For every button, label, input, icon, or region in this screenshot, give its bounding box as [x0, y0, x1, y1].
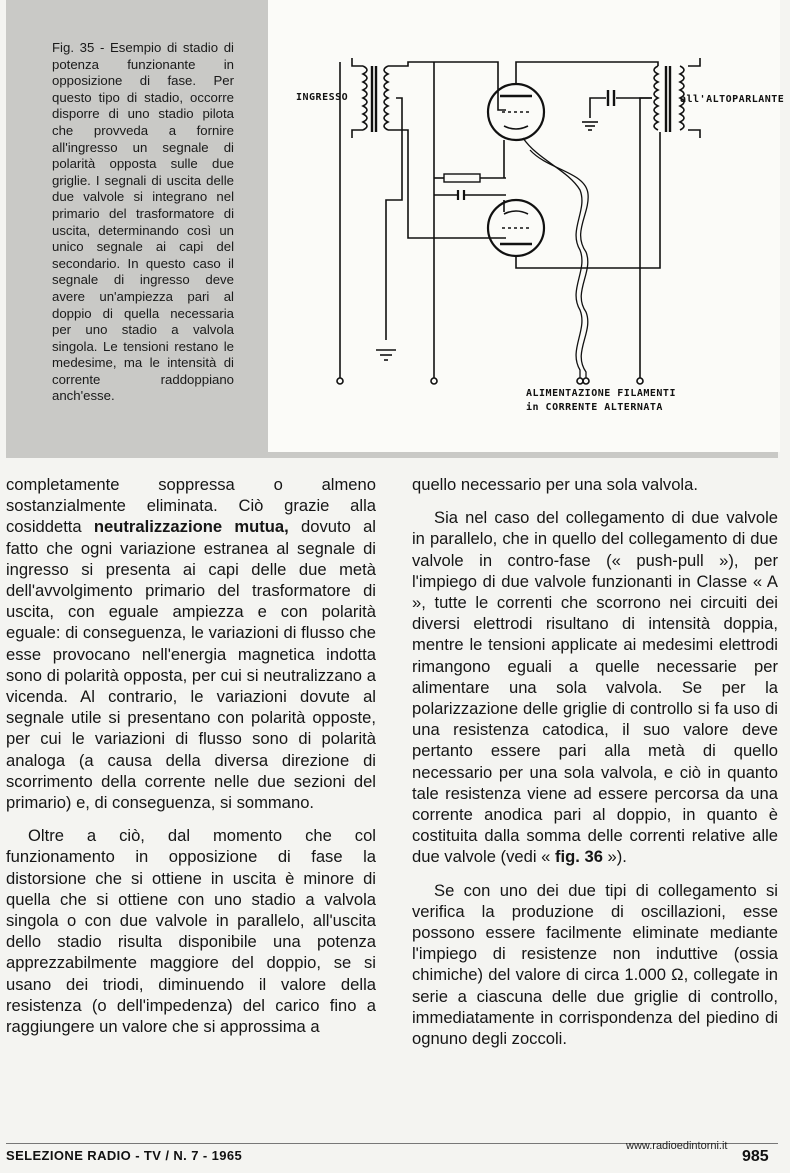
watermark-url: www.radioedintorni.it	[626, 1140, 728, 1152]
journal-footer: SELEZIONE RADIO - TV / N. 7 - 1965	[6, 1148, 243, 1163]
push-pull-schematic	[268, 0, 785, 452]
page-number: 985	[742, 1148, 769, 1165]
speaker-label: all'ALTOPARLANTE	[680, 94, 785, 105]
figure-reference: fig. 36	[554, 847, 603, 867]
output-primary-coil	[654, 66, 658, 130]
schematic-drawing	[268, 0, 780, 452]
bold-term: neutralizzazione mutua,	[93, 517, 289, 537]
left-column	[6, 474, 376, 1049]
figure-caption: Fig. 35 - Esempio di stadio di potenza funzionante in opposizione di fase. Per questo tipo di stadio, occorre disporre di uno stadio pilota che provveda a fornire all'ingresso un segnale di polarità opposta sulle due griglie. I segnali di uscita delle due valvole si integrano nel primario del trasformatore di uscita, determinando così un unico segnale ai capi del secondario. In questo caso il segnale di ingresso deve avere un'ampiezza pari al doppio di quella necessaria per uno stadio a valvola singola. Le tensioni restano le medesime, ma le intensità di corrente raddoppiano anch'esse.	[52, 40, 234, 404]
filament-label-line1: ALIMENTAZIONE FILAMENTI	[526, 388, 676, 399]
paragraph: Sia nel caso del collegamento di due valvole in parallelo, che in quello del collegamento di due valvole in contro-fase (« push-pull »), per l'impiego di due valvole funzionanti in Classe « A », tutte le correnti che scorrono nei circuiti dei diversi elettrodi risultano di intensità doppia, mentre le tensioni applicate ai medesimi elettrodi rimangono eguali a quelle necessarie per alimentare una sola valvola. Se per la polarizzazione delle griglie di controllo si fa uso di una resistenza catodica, il suo valore deve pertanto essere pari alla metà di quello necessario per una sola valvola, e ciò in quanto tale resistenza viene ad essere percorsa da una corrente anodica pari al doppio, in quanto è costituita dalla somma delle correnti relative alle due valvole (vedi « fig. 36 »).	[412, 508, 778, 867]
paragraph: quello necessario per una sola valvola.	[412, 475, 698, 494]
paragraph: Oltre a ciò, dal momento che col funzionamento in opposizione di fase la distorsione che si ottiene in uscita è minore di quella che si ottiene con uno stadio a valvola singola o con due valvole in parallelo, all'uscita dello stadio risulta disponibile una potenza apprezzabilmente maggiore del doppio, se si usano dei triodi, diminuendo il valore della resistenza (o dell'impedenza) del carico fino a raggiungere un valore che si approssima a	[6, 826, 376, 1037]
paragraph: Se con uno dei due tipi di collegamento si verifica la produzione di oscillazioni, esse possono essere facilmente eliminate mediante l'impiego di resistenze non induttive (ossia chimiche) del valore di circa 1.000 Ω, collegate in serie a ciascuna delle due griglie di controllo, immediatamente in corrispondenza del piedino di ognuno degli zoccoli.	[412, 880, 778, 1049]
right-column	[412, 474, 778, 1061]
filament-twisted-pair	[523, 138, 582, 378]
input-label: INGRESSO	[296, 92, 349, 103]
paragraph: completamente soppressa o almeno sostanzialmente eliminata. Ciò grazie alla cosiddetta neutralizzazione mutua, dovuto al fatto che ogni variazione estranea al segnale di ingresso si presenta ai capi delle due metà dell'avvolgimento primario del trasformatore di uscita, con eguale ampiezza e con polarità eguale: di conseguenza, le variazioni di flusso che esse provocano nell'energia magnetica indotta sono di polarità opposta, per cui si neutralizzano a vicenda. Al contrario, le variazioni dovute al segnale utile si presentano con polarità opposte, per cui le variazioni di flusso sono di polarità analoga (a causa della diversa direzione di scorrimento della corrente nelle due sezioni del primario) e, di conseguenza, si sommano.	[6, 475, 376, 813]
figure-box	[6, 0, 785, 458]
input-primary-coil	[363, 66, 367, 130]
filament-label-line2: in CORRENTE ALTERNATA	[526, 402, 663, 413]
input-secondary-coil	[384, 66, 388, 130]
